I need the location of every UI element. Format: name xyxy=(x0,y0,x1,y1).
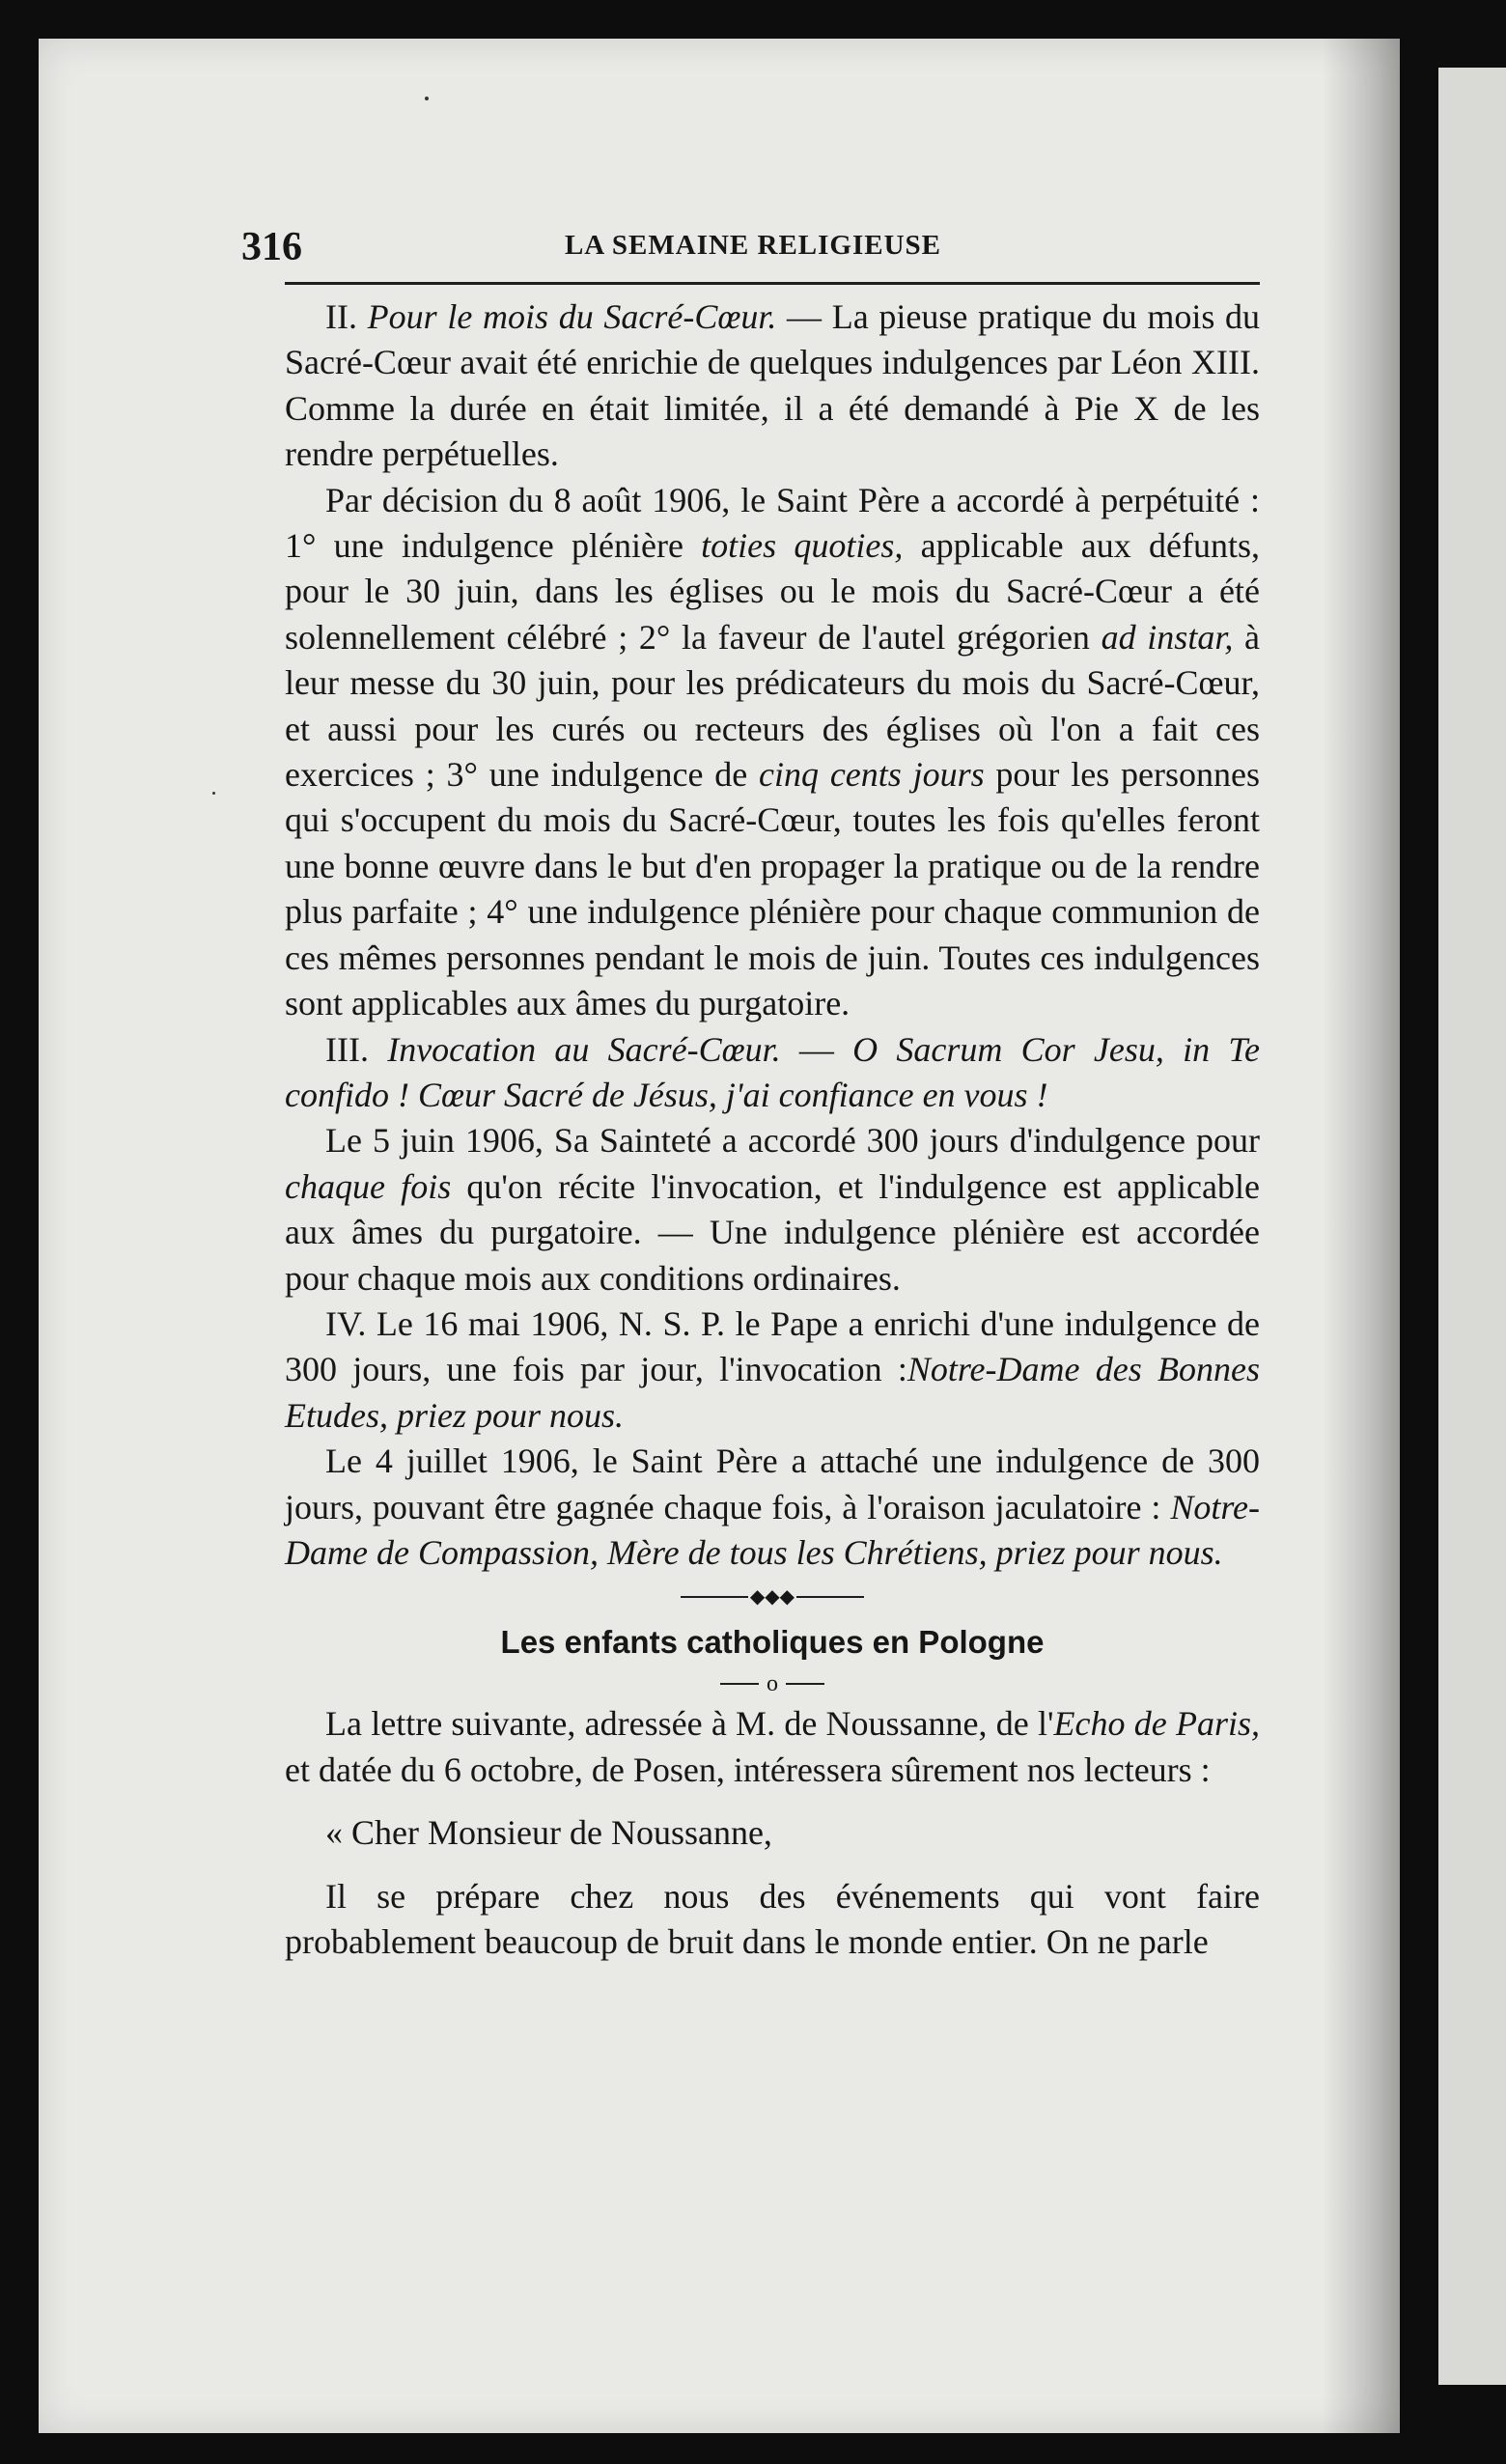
page-body xyxy=(285,294,1260,1965)
ornament-line xyxy=(681,1596,748,1598)
article-intro xyxy=(285,1701,1260,1793)
letter-salutation: « Cher Monsieur de Noussanne, xyxy=(325,1813,772,1853)
text-run: Le 5 juin 1906, Sa Sainteté a accordé 300 jours d'indulgence pour xyxy=(325,1121,1260,1161)
june-paragraph xyxy=(285,1118,1260,1302)
separator-line xyxy=(786,1683,824,1685)
decision-paragraph xyxy=(285,478,1260,1027)
italic-run: Notre-Dame de Compassion, Mère de tous les Chrétiens, priez pour nous. xyxy=(285,1487,1260,1572)
text-run: à leur messe du 30 juin, pour les prédicateurs du mois du Sacré-Cœur, et aussi pour les curés ou recteurs des églises où l'on a fait ces exercices ; 3° une indulgence de xyxy=(285,617,1260,795)
separator-line xyxy=(720,1683,759,1685)
italic-run: Notre-Dame des Bonnes Etudes, priez pour nous. xyxy=(285,1350,1260,1435)
text-run: La lettre suivante, adressée à M. de Noussanne, de l' xyxy=(325,1704,1054,1744)
section-2-paragraph xyxy=(285,294,1260,478)
separator-mark: o xyxy=(767,1670,778,1696)
adjacent-page-edge xyxy=(1438,68,1506,2385)
section-3-number: III. xyxy=(325,1029,369,1069)
text-run: qu'on récite l'invocation, et l'indulgence est applicable aux âmes du purgatoire. — Une indulgence plénière est accordée pour chaque mois aux conditions ordinaires. xyxy=(285,1166,1260,1298)
article-title: Les enfants catholiques en Pologne xyxy=(500,1624,1045,1661)
text-run: applicable aux défunts, pour le 30 juin, dans les églises ou le mois du Sacré-Cœur a été solennellement célébré ; 2° la faveur de l'autel grégorien xyxy=(285,526,1260,657)
text-run: et datée du 6 octobre, de Posen, intéressera sûrement nos lecteurs : xyxy=(285,1750,1211,1789)
speck xyxy=(425,97,429,100)
section-ornament xyxy=(285,1576,1260,1618)
text-run: Par décision du 8 août 1906, le Saint Père a accordé à perpétuité : 1° une indulgence plénière xyxy=(285,480,1260,566)
title-separator xyxy=(285,1666,1260,1701)
text-run: IV. Le 16 mai 1906, N. S. P. le Pape a enrichi d'une indulgence de 300 jours, une fois par jour, l'invocation : xyxy=(285,1303,1260,1389)
spacer xyxy=(285,1793,1260,1810)
page-number: 316 xyxy=(241,225,302,269)
section-2-number: II. xyxy=(325,297,357,336)
ornament-knot: ◆◆◆ xyxy=(749,1586,795,1609)
ornament-line xyxy=(796,1596,864,1598)
section-3-title: Invocation au Sacré-Cœur. xyxy=(387,1029,781,1069)
italic-run: Echo de Paris, xyxy=(1053,1704,1260,1744)
running-head: LA SEMAINE RELIGIEUSE xyxy=(564,230,942,261)
italic-run: cinq cents jours xyxy=(759,755,985,795)
section-3-paragraph xyxy=(285,1027,1260,1119)
section-2-text: — La pieuse pratique du mois du Sacré-Cœur avait été enrichie de quelques indulgences par Léon XIII. Comme la durée en était limitée, il a été demandé à Pie X de les rendre perpétuelles. xyxy=(285,297,1261,474)
text-run: Le 4 juillet 1906, le Saint Père a attaché une indulgence de 300 jours, pouvant être gagnée chaque fois, à l'oraison jaculatoire : xyxy=(285,1442,1260,1526)
invocation-text: O Sacrum Cor Jesu, in Te confido ! Cœur Sacré de Jésus, j'ai confiance en vous ! xyxy=(285,1029,1261,1114)
speck xyxy=(212,792,215,795)
italic-run: ad instar, xyxy=(1101,617,1234,657)
italic-run: toties quoties, xyxy=(701,526,904,566)
dash: — xyxy=(780,1029,853,1069)
spacer xyxy=(285,1857,1260,1874)
section-2-title: Pour le mois du Sacré-Cœur. xyxy=(367,297,777,336)
text-run: pour les personnes qui s'occupent du mois du Sacré-Cœur, toutes les fois qu'elles feront une bonne œuvre dans le but d'en propager la pratique ou de la rendre plus parfaite ; 4° une indulgence plénière pour chaque communion de ces mêmes personnes pendant le mois de juin. Toutes ces indulgences sont applicables aux âmes du purgatoire. xyxy=(285,755,1260,1023)
italic-run: chaque fois xyxy=(285,1166,452,1206)
page-header xyxy=(241,220,1265,278)
header-rule xyxy=(285,282,1260,285)
letter-first-paragraph: Il se prépare chez nous des événements qui vont faire probablement beaucoup de bruit dans le monde entier. On ne parle xyxy=(285,1876,1260,1961)
july-paragraph xyxy=(285,1439,1260,1576)
section-4-paragraph xyxy=(285,1302,1260,1439)
